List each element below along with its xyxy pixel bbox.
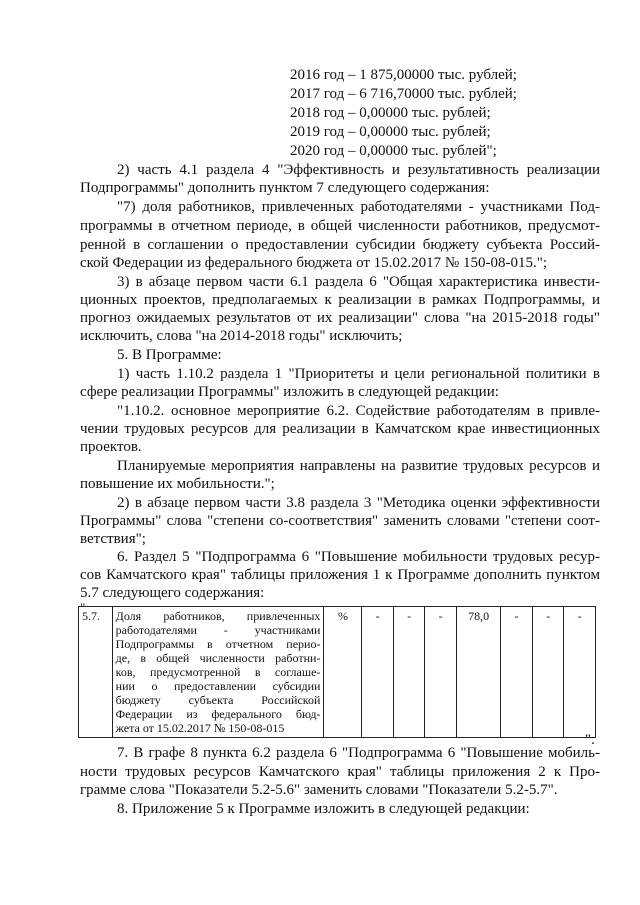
paragraph-line: повышение их мобильности."; xyxy=(80,476,275,492)
opening-quote: " xyxy=(80,600,86,615)
indicator-table xyxy=(78,606,596,738)
paragraph-line: Программы" слова "степени со-соответствия" заменить словами "степени соот- xyxy=(80,513,600,529)
paragraph-line: чении трудовых ресурсов для реализации в Камчатском крае инвестиционных xyxy=(80,421,600,437)
paragraph-line: 3) в абзаце первом части 6.1 раздела 6 "Общая характеристика инвести- xyxy=(117,274,600,290)
paragraph-line: 7. В графе 8 пункта 6.2 раздела 6 "Подпрограмма 6 "Повышение мобиль- xyxy=(117,745,600,761)
description-line: нии о предоставлении субсидии xyxy=(115,679,321,693)
paragraph-line: Подпрограммы" дополнить пунктом 7 следующего содержания: xyxy=(80,180,490,196)
paragraph-line: грамме слова "Показатели 5.2-5.6" заменить словами "Показатели 5.2-5.7". xyxy=(80,782,558,798)
value-cell: - xyxy=(393,607,424,738)
paragraph-line: ренной в соглашении о предоставлении субсидии бюджету субъекта Россий- xyxy=(80,237,600,253)
paragraph-line: 8. Приложение 5 к Программе изложить в следующей редакции: xyxy=(117,801,530,817)
paragraph-line: Планируемые мероприятия направлены на развитие трудовых ресурсов и xyxy=(117,458,600,474)
paragraph-line: 1) часть 1.10.2 раздела 1 "Приоритеты и цели региональной политики в xyxy=(117,366,600,382)
description-line: Подпрограммы в отчетном перио- xyxy=(115,637,321,651)
value-cell: - xyxy=(362,607,393,738)
funding-2019: 2019 год – 0,00000 тыс. рублей; xyxy=(290,124,491,140)
paragraph-line: 5.7 следующего содержания: xyxy=(80,585,265,601)
paragraph-line: "7) доля работников, привлеченных работодателями - участниками Под- xyxy=(117,199,600,215)
description-line: ков, предусмотренной в соглаше- xyxy=(115,665,321,679)
paragraph-line: сфере реализации Программы" изложить в следующей редакции: xyxy=(80,384,499,400)
paragraph-line: ционных проектов, предполагаемых к реализации в рамках Подпрограммы, и xyxy=(80,292,600,308)
unit-cell: % xyxy=(324,607,362,738)
closing-quote: ". xyxy=(585,732,595,748)
funding-2017: 2017 год – 6 716,70000 тыс. рублей; xyxy=(290,86,517,102)
description-line: работодателями - участниками xyxy=(115,623,321,637)
value-cell: - xyxy=(425,607,456,738)
paragraph-line: 2) в абзаце первом части 3.8 раздела 3 "Методика оценки эффективности xyxy=(117,495,600,511)
funding-2018: 2018 год – 0,00000 тыс. рублей; xyxy=(290,105,491,121)
paragraph-line: прогноз ожидаемых результатов от их реализации" слова "на 2015-2018 годы" xyxy=(80,310,600,326)
paragraph-line: программы в отчетном периоде, в общей численности работников, предусмот- xyxy=(80,218,600,234)
section-heading: 5. В Программе: xyxy=(117,347,222,363)
description-line: Доля работников, привлеченных xyxy=(115,609,321,623)
value-cell: - xyxy=(532,607,563,738)
paragraph-line: 2) часть 4.1 раздела 4 "Эффективность и результативность реализации xyxy=(117,162,600,178)
paragraph-line: "1.10.2. основное мероприятие 6.2. Содействие работодателям в привле- xyxy=(117,403,600,419)
value-cell: 78,0 xyxy=(456,607,501,738)
paragraph-line: ветствия"; xyxy=(80,531,146,547)
value-cell: - xyxy=(501,607,532,738)
description-line: Федерации из федерального бюд- xyxy=(115,707,321,721)
funding-2016: 2016 год – 1 875,00000 тыс. рублей; xyxy=(290,67,517,83)
paragraph-line: 6. Раздел 5 "Подпрограмма 6 "Повышение мобильности трудовых ресур- xyxy=(117,549,600,565)
value-cell: - xyxy=(564,607,596,738)
paragraph-line: исключить, слова "на 2014-2018 годы" исключить; xyxy=(80,328,403,344)
table-row xyxy=(79,607,596,738)
paragraph-line: ской Федерации из федерального бюджета от 15.02.2017 № 150-08-015."; xyxy=(80,255,548,271)
description-line: де, в общей численности работни- xyxy=(115,651,321,665)
paragraph-line: проектов. xyxy=(80,439,142,455)
row-number: 5.7. xyxy=(79,607,113,738)
funding-2020: 2020 год – 0,00000 тыс. рублей"; xyxy=(290,143,497,159)
description-line: бюджету субъекта Российской xyxy=(115,693,321,707)
paragraph-line: сов Камчатского края" таблицы приложения 1 к Программе дополнить пунктом xyxy=(80,567,600,583)
description-line: жета от 15.02.2017 № 150-08-015 xyxy=(115,721,285,735)
indicator-description xyxy=(112,607,324,738)
paragraph-line: ности трудовых ресурсов Камчатского края" таблицы приложения 2 к Про- xyxy=(80,764,600,780)
